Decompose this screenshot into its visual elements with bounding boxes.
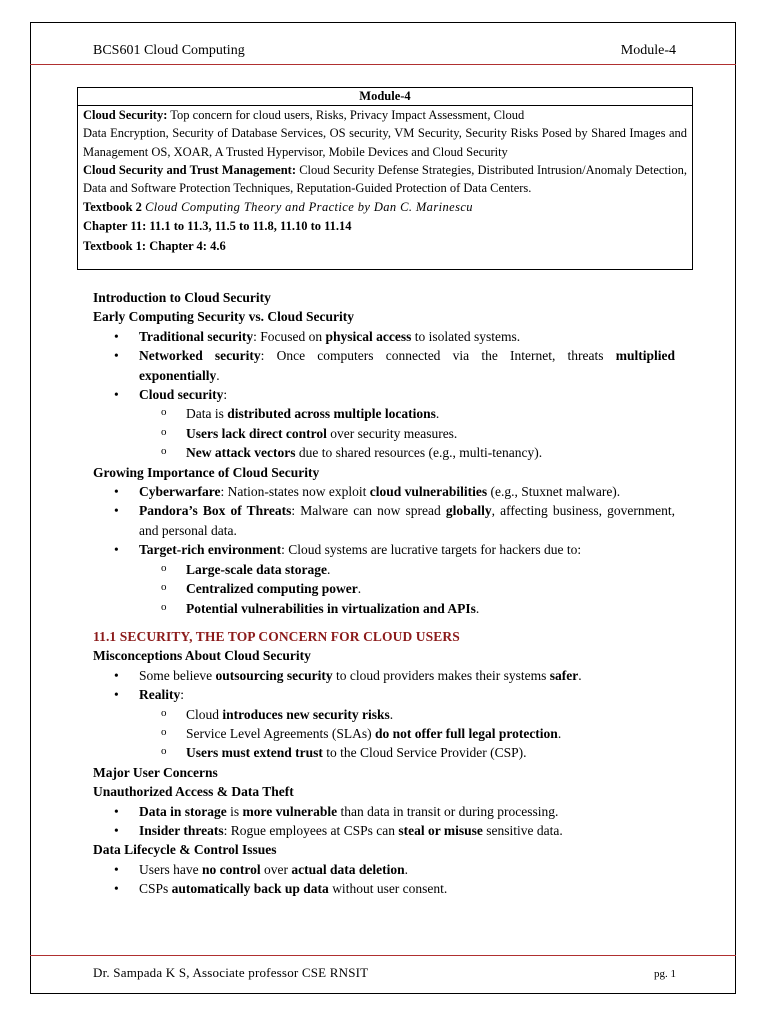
header-module: Module-4: [620, 43, 676, 58]
intro-heading: Introduction to Cloud Security: [93, 290, 271, 305]
sub-list-item: o Potential vulnerabilities in virtualization and APIs.: [139, 599, 675, 618]
textbook-1: Textbook 1: Chapter 4: 4.6: [83, 239, 226, 254]
footer-author: Dr. Sampada K S, Associate professor CSE RNSIT: [93, 965, 369, 980]
sub-list-item: o Data is distributed across multiple locations.: [139, 404, 675, 423]
sub-list-item: o New attack vectors due to shared resources (e.g., multi-tenancy).: [139, 443, 675, 462]
sub-list-item: o Large-scale data storage.: [139, 560, 675, 579]
major-concerns-heading: Major User Concerns: [93, 764, 218, 780]
page-content: [93, 288, 675, 899]
list-item: • Target-rich environment: Cloud systems are lucrative targets for hackers due to: o Large-scale data storage. o Centralized computing power. o Potential vulnerabilities in virtualization and APIs.: [93, 540, 675, 618]
sub-list-item: o Users must extend trust to the Cloud Service Provider (CSP).: [139, 743, 675, 762]
footer-page-number: pg. 1: [654, 968, 676, 980]
list-item: • Traditional security: Focused on physical access to isolated systems.: [93, 327, 675, 346]
sub-list-item: o Users lack direct control over security measures.: [139, 424, 675, 443]
list-item: • Cyberwarfare: Nation-states now exploit cloud vulnerabilities (e.g., Stuxnet malware).: [93, 482, 675, 501]
misconceptions-heading: Misconceptions About Cloud Security: [93, 648, 311, 664]
chapters: Chapter 11: 11.1 to 11.3, 11.5 to 11.8, 11.10 to 11.14: [83, 218, 352, 233]
list-item: • Some believe outsourcing security to cloud providers makes their systems safer.: [93, 666, 675, 685]
data-lifecycle-heading: Data Lifecycle & Control Issues: [93, 842, 277, 858]
cloud-security-trust-topics: Cloud Security and Trust Management: Cloud Security Defense Strategies, Distributed Intrusion/Anomaly Detection, Data and Software Protection Techniques, Reputation-Guided Protection of Data Centers.: [83, 162, 687, 196]
textbook-2: Textbook 2 Cloud Computing Theory and Practice by Dan C. Marinescu: [83, 200, 473, 215]
list-item: • Reality: o Cloud introduces new security risks. o Service Level Agreements (SLAs) do not offer full legal protection. o Users must extend trust to the Cloud Service Provider (CSP).: [93, 685, 675, 763]
list-item: • Data in storage is more vulnerable than data in transit or during processing.: [93, 802, 675, 821]
sub-list-item: o Cloud introduces new security risks.: [139, 705, 675, 724]
list-item: • Networked security: Once computers connected via the Internet, threats multiplied exponentially.: [93, 346, 675, 385]
unauthorized-access-heading: Unauthorized Access & Data Theft: [93, 784, 294, 800]
footer-rule: [30, 955, 736, 956]
header-course: BCS601 Cloud Computing: [93, 43, 245, 58]
sub-list-item: o Service Level Agreements (SLAs) do not offer full legal protection.: [139, 724, 675, 743]
list-item: • Cloud security: o Data is distributed across multiple locations. o Users lack direct control over security measures. o New attack vectors due to shared resources (e.g., multi-tenancy).: [93, 385, 675, 463]
list-item: • Users have no control over actual data deletion.: [93, 860, 675, 879]
header-rule: [30, 64, 736, 65]
cloud-security-topics-line1: Cloud Security: Top concern for cloud users, Risks, Privacy Impact Assessment, Cloud: [83, 108, 525, 122]
list-item: • Insider threats: Rogue employees at CSPs can steal or misuse sensitive data.: [93, 821, 675, 840]
module-box-title: Module-4: [78, 88, 692, 106]
list-item: • Pandora’s Box of Threats: Malware can now spread globally, affecting business, government, and personal data.: [93, 501, 675, 540]
list-item: • CSPs automatically back up data without user consent.: [93, 879, 675, 898]
cloud-security-topics-rest: Data Encryption, Security of Database Services, OS security, VM Security, Security Risks Posed by Shared Images and Management OS, XOAR, A Trusted Hypervisor, Mobile Devices and Cloud Security: [83, 126, 687, 159]
module-syllabus-box: [77, 87, 693, 270]
growing-importance-heading: Growing Importance of Cloud Security: [93, 464, 320, 480]
section-11-1-title: 11.1 SECURITY, THE TOP CONCERN FOR CLOUD USERS: [93, 628, 460, 644]
sub-list-item: o Centralized computing power.: [139, 579, 675, 598]
early-vs-cloud-heading: Early Computing Security vs. Cloud Security: [93, 309, 355, 325]
